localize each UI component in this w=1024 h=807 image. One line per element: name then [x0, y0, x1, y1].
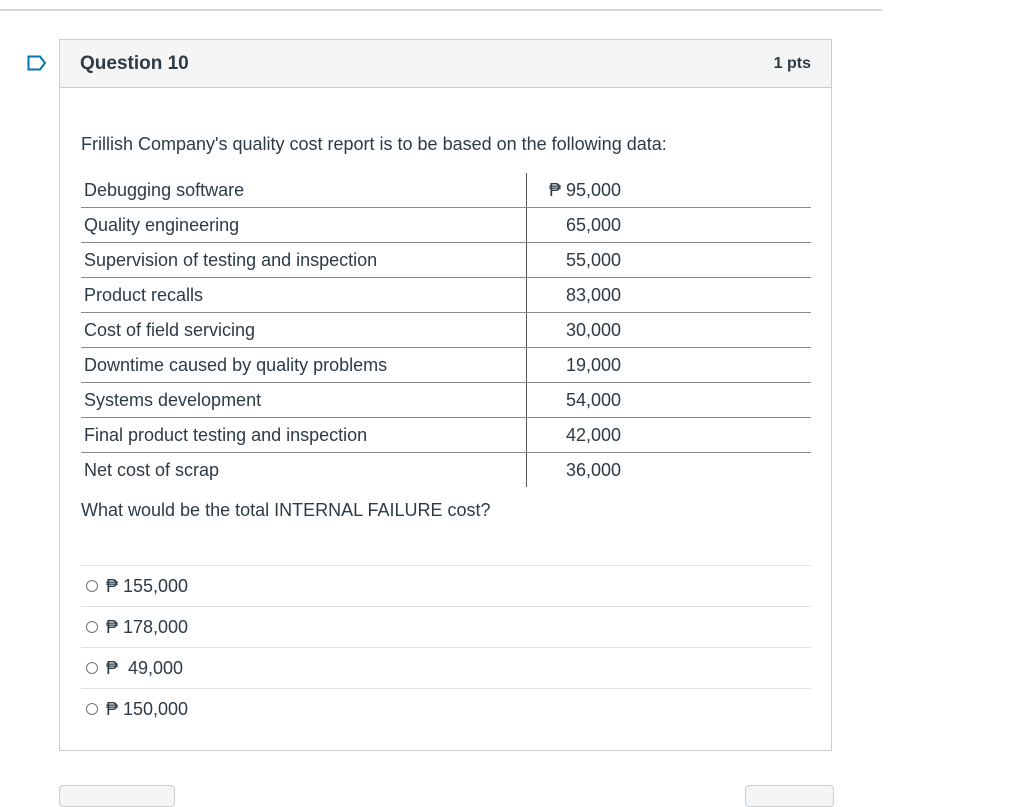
cost-amount: 36,000: [527, 453, 812, 488]
answer-list: [81, 565, 811, 729]
cost-label: Systems development: [81, 383, 527, 418]
table-row: [81, 418, 811, 453]
question-header: [60, 40, 831, 88]
cost-label: Quality engineering: [81, 208, 527, 243]
table-row: [81, 278, 811, 313]
cost-label: Cost of field servicing: [81, 313, 527, 348]
table-row: [81, 208, 811, 243]
answer-label[interactable]: ₱ 155,000: [106, 575, 189, 596]
answer-label[interactable]: ₱ 178,000: [106, 616, 189, 637]
cost-amount: 30,000: [527, 313, 812, 348]
bookmark-flag-icon[interactable]: [27, 55, 47, 71]
radio-button[interactable]: [86, 621, 98, 633]
cost-label: Debugging software: [81, 173, 527, 208]
radio-button[interactable]: [86, 662, 98, 674]
previous-button[interactable]: [59, 785, 175, 807]
answer-option-2[interactable]: [81, 606, 811, 647]
question-prompt: What would be the total INTERNAL FAILURE cost?: [81, 500, 491, 520]
radio-button[interactable]: [86, 580, 98, 592]
cost-amount: ₱ 95,000: [527, 173, 812, 208]
table-row: [81, 313, 811, 348]
answer-label[interactable]: ₱ 49,000: [106, 657, 184, 678]
table-row: [81, 383, 811, 418]
cost-amount: 55,000: [527, 243, 812, 278]
cost-amount: 65,000: [527, 208, 812, 243]
next-button[interactable]: [745, 785, 834, 807]
cost-label: Net cost of scrap: [84, 459, 220, 480]
top-divider: [0, 9, 882, 11]
cost-label: Final product testing and inspection: [81, 418, 527, 453]
table-row: [81, 453, 811, 488]
cost-amount: 42,000: [527, 418, 812, 453]
cost-amount: 19,000: [527, 348, 812, 383]
cost-amount: 83,000: [527, 278, 812, 313]
answer-label[interactable]: ₱ 150,000: [106, 698, 189, 719]
answer-option-4[interactable]: [81, 688, 811, 729]
cost-label: Supervision of testing and inspection: [81, 243, 527, 278]
cost-data-table: [81, 173, 811, 487]
cost-amount: 54,000: [527, 383, 812, 418]
question-title: Question 10: [80, 52, 189, 74]
cost-label: Product recalls: [81, 278, 527, 313]
radio-button[interactable]: [86, 703, 98, 715]
answer-option-3[interactable]: [81, 647, 811, 688]
cost-label: Downtime caused by quality problems: [81, 348, 527, 383]
question-points: 1 pts: [773, 54, 811, 72]
table-row: [81, 173, 811, 208]
answer-option-1[interactable]: [81, 565, 811, 606]
question-intro: Frillish Company's quality cost report is to be based on the following data:: [81, 134, 667, 154]
table-row: [81, 348, 811, 383]
question-card: [59, 39, 832, 751]
table-row: [81, 243, 811, 278]
